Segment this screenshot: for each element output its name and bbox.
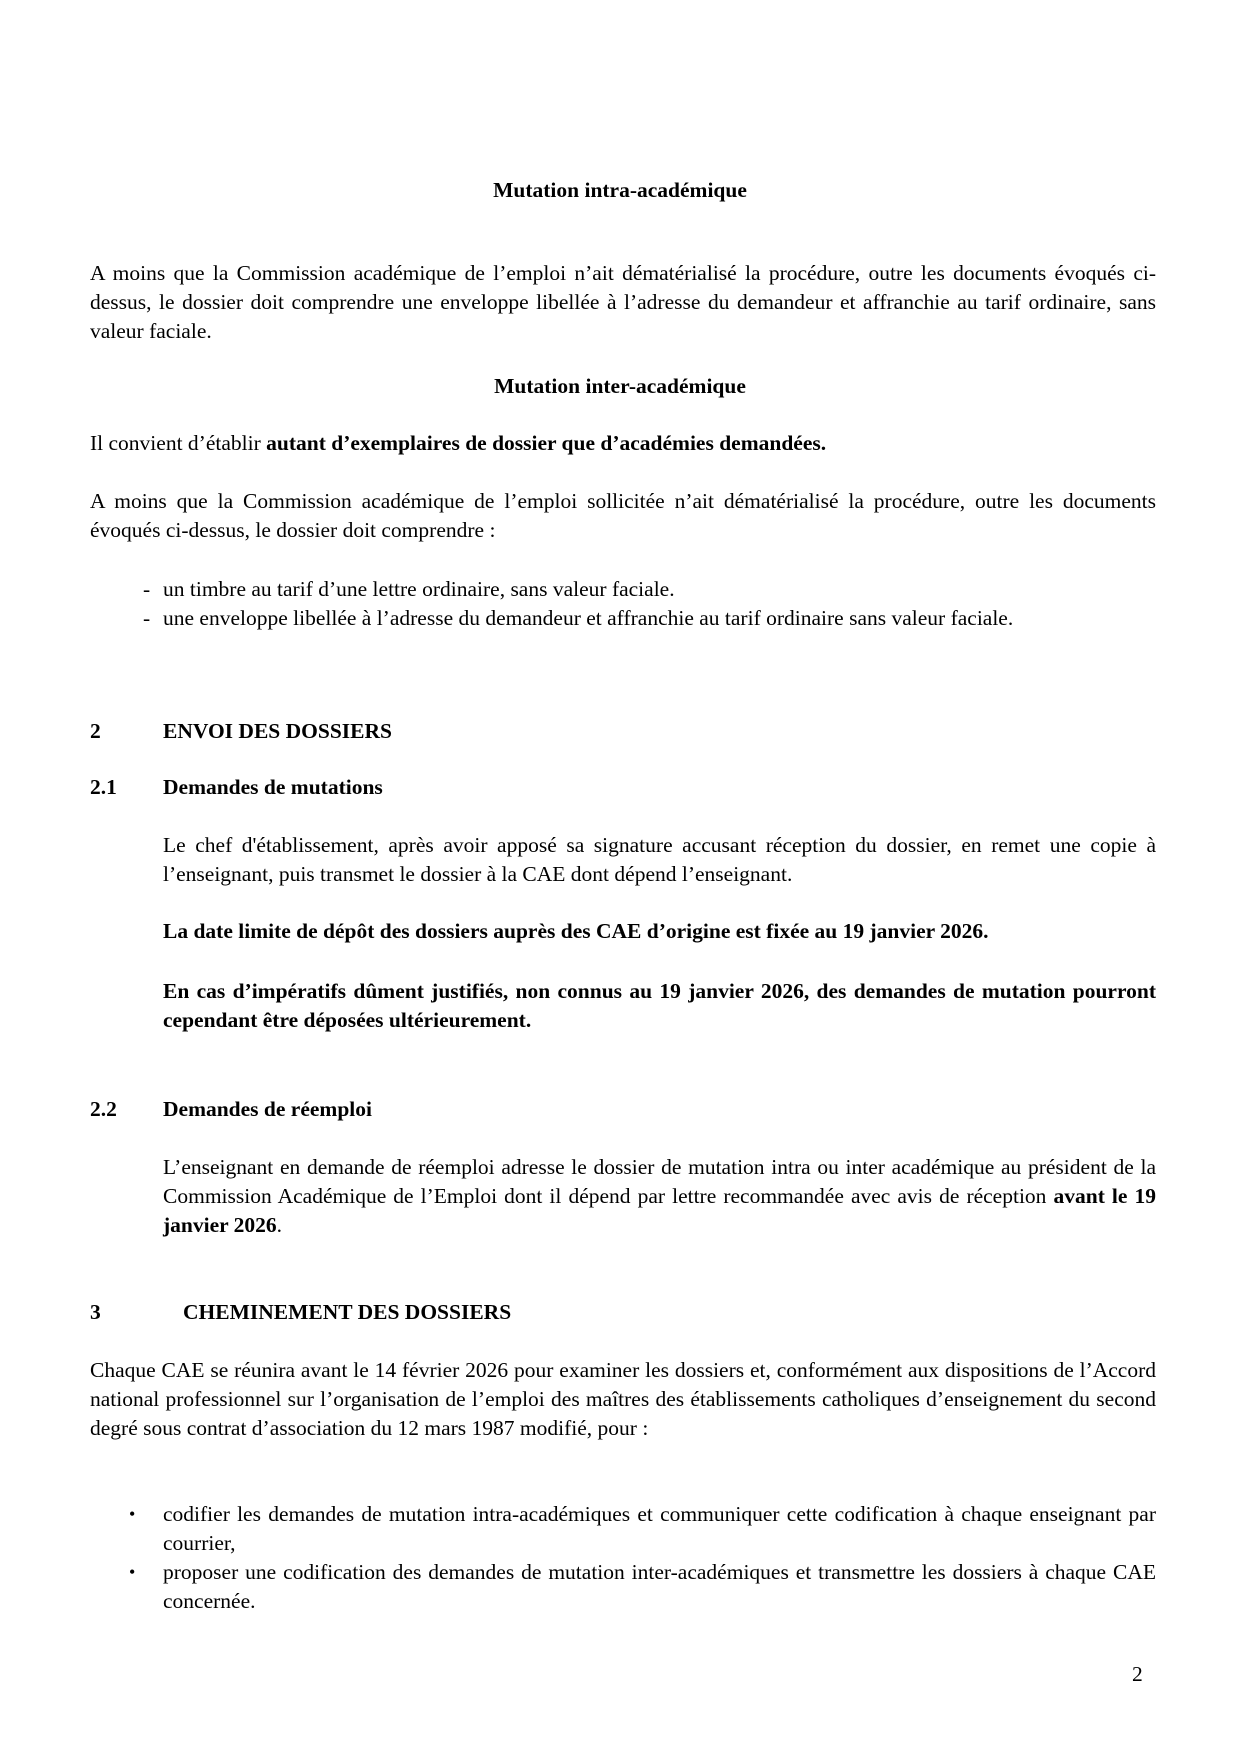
section-2-1-title: Demandes de mutations: [163, 775, 383, 799]
section-2-1-number: 2.1: [90, 775, 117, 799]
bullet-marker: •: [129, 1504, 136, 1524]
inter-dash-list: [143, 575, 1156, 633]
reemploi-deadline: avant le 19 janvier 2026: [163, 1184, 1156, 1237]
heading-mutation-inter: Mutation inter-académique: [494, 374, 746, 398]
section-3-title: CHEMINEMENT DES DOSSIERS: [183, 1300, 512, 1324]
list-item: - une enveloppe libellée à l’adresse du demandeur et affranchie au tarif ordinaire sans valeur faciale.: [163, 604, 1156, 633]
dash-marker: -: [143, 577, 151, 601]
inter-p1-bold: autant d’exemplaires de dossier que d’académies demandées.: [266, 431, 827, 455]
section-2-number: 2: [90, 719, 101, 743]
dash-marker: -: [143, 606, 151, 630]
list-item: • codifier les demandes de mutation intra-académiques et communiquer cette codification à chaque enseignant par courrier,: [129, 1502, 1156, 1555]
section-3-number: 3: [90, 1300, 101, 1324]
inter-paragraph-2: A moins que la Commission académique de l’emploi sollicitée n’ait dématérialisé la procédure, outre les documents évoqués ci-dessus, le dossier doit comprendre :: [90, 489, 1156, 542]
heading-mutation-intra: Mutation intra-académique: [493, 178, 747, 202]
intra-paragraph: A moins que la Commission académique de l’emploi n’ait dématérialisé la procédure, outre les documents évoqués ci-dessus, le dossier doit comprendre une enveloppe libellée à l’adresse du demandeur et affranchie au tarif ordinaire, sans valeur faciale.: [90, 261, 1156, 343]
section-2-1-deadline: La date limite de dépôt des dossiers auprès des CAE d’origine est fixée au 19 janvier 2026.: [163, 919, 989, 943]
section-3-paragraph: Chaque CAE se réunira avant le 14 février 2026 pour examiner les dossiers et, conformément aux dispositions de l’Accord national professionnel sur l’organisation de l’emploi des maîtres des établissements catholiques d’enseignement du second degré sous contrat d’association du 12 mars 1987 modifié, pour :: [90, 1358, 1156, 1440]
inter-p1-text: Il convient d’établir: [90, 431, 267, 455]
list-item: - un timbre au tarif d’une lettre ordinaire, sans valeur faciale.: [163, 575, 1156, 604]
section-2-1-paragraph-3: En cas d’impératifs dûment justifiés, non connus au 19 janvier 2026, des demandes de mutation pourront cependant être déposées ultérieurement.: [163, 979, 1156, 1032]
list-item: • proposer une codification des demandes de mutation inter-académiques et transmettre les dossiers à chaque CAE concernée.: [129, 1560, 1156, 1613]
section-2-title: ENVOI DES DOSSIERS: [163, 719, 392, 743]
section-3-bullet-list: [129, 1500, 1156, 1616]
section-2-2-number: 2.2: [90, 1097, 117, 1121]
page-number: 2: [1132, 1662, 1143, 1686]
section-2-2-title: Demandes de réemploi: [163, 1097, 372, 1121]
section-2-1-paragraph-1: Le chef d'établissement, après avoir apposé sa signature accusant réception du dossier, en remet une copie à l’enseignant, puis transmet le dossier à la CAE dont dépend l’enseignant.: [163, 833, 1156, 886]
inter-paragraph-1: [90, 429, 1156, 458]
section-2-2-paragraph: L’enseignant en demande de réemploi adresse le dossier de mutation intra ou inter académique au président de la Commission Académique de l’Emploi dont il dépend par lettre recommandée avec avis de réception avant le 19 janvier 2026.: [163, 1155, 1156, 1237]
bullet-marker: •: [129, 1562, 136, 1582]
